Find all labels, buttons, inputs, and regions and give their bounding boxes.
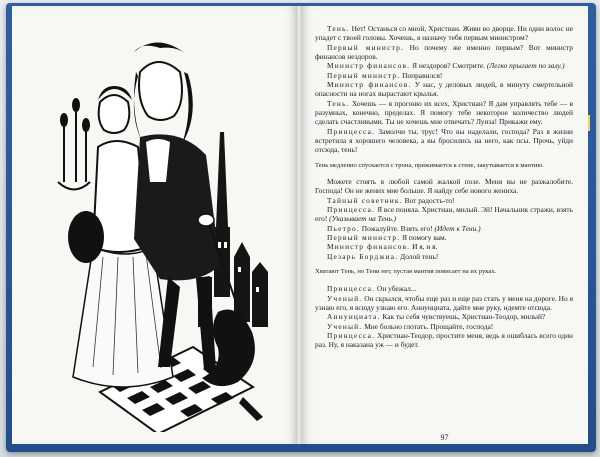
- line-text: Можете стоять в любой самой жалкой позе. Меня вы не разжалобите. Господа! Он не жених мне больше. Я найду себе нового жениха.: [315, 177, 573, 196]
- dialogue-line: [315, 233, 573, 242]
- dialogue-line: [315, 331, 573, 350]
- speaker-name: Тень.: [327, 24, 350, 33]
- speaker-name: Министр финансов.: [327, 242, 411, 252]
- dialogue-line: [315, 322, 573, 331]
- illustration: [28, 42, 296, 432]
- speaker-name: Первый министр.: [327, 233, 401, 243]
- line-text: Вот радость-то!: [402, 195, 455, 205]
- dialogue-line: [315, 224, 573, 233]
- speaker-name: Принцесса.: [327, 284, 376, 294]
- speaker-name: Первый министр.: [327, 42, 405, 52]
- line-text: Тень медленно спускается с трона, прижимается к стене, закутывается в мантию.: [315, 161, 544, 169]
- candelabra: [58, 99, 90, 190]
- dialogue-line: [315, 196, 573, 205]
- dialogue-line: [315, 294, 573, 313]
- line-text: Но почему же именно первым? Вот министр финансов нездоров.: [315, 42, 573, 62]
- line-text: Как ты себя чувствуешь, Христиан-Теодор, милый?: [380, 312, 546, 322]
- inline-stage-direction: (Легко прыгает по залу.): [486, 61, 565, 71]
- page-number: 97: [440, 433, 449, 442]
- speaker-name: Аннунциата.: [327, 312, 381, 322]
- dialogue-line: [315, 24, 573, 43]
- line-text: И я, и я.: [410, 242, 438, 252]
- line-text: Я нездоров? Смотрите.: [410, 61, 487, 71]
- speaker-name: Цезарь Борджиа.: [327, 251, 399, 261]
- speaker-name: Ученый.: [327, 293, 363, 303]
- dialogue-line: [315, 61, 573, 70]
- inline-stage-direction: (Указывает на Тень.): [329, 214, 397, 224]
- speaker-name: Пьетро.: [327, 223, 360, 233]
- line-text: Поправился!: [400, 70, 443, 80]
- speaker-name: Ученый.: [327, 321, 363, 331]
- speaker-name: Тайный советник.: [327, 195, 403, 205]
- line-text: Замолчи ты, трус! Что вы наделали, господа? Раз в жизни встретила я хорошего человека, а вы бросились на него, как псы. Прочь, уйди отсюда, тень!: [315, 126, 573, 155]
- dialogue-line: [315, 80, 573, 99]
- dialogue-line: [315, 127, 573, 155]
- play-text: [315, 24, 573, 350]
- speaker-name: Министр финансов.: [327, 80, 412, 90]
- speaker-name: Принцесса.: [327, 126, 376, 136]
- line-text: Он скрылся, чтобы еще раз и еще раз стать у меня на дороге. Но я узнаю его, я всюду узнаю его. Аннунциата, дайте мне руку, идемте отсюда.: [315, 293, 573, 312]
- dialogue-line: [315, 43, 573, 62]
- speaker-name: Принцесса.: [327, 331, 376, 341]
- speaker-name: Первый министр.: [327, 70, 401, 80]
- dialogue-line: [315, 242, 573, 251]
- left-page: [12, 6, 297, 444]
- line-text: Он убежал...: [375, 284, 417, 294]
- line-text: Нет! Останься со мной, Христиан. Живи во дворце. Ни один волос не упадет с твоей головы. Хочешь, я назначу тебя первым министром?: [315, 24, 573, 43]
- line-text: Христиан-Теодор, простите меня, ведь я ошиблась всего один раз. Ну, я наказана уж — и будет.: [315, 331, 573, 350]
- dialogue-line: [315, 99, 573, 127]
- dialogue-line: [315, 312, 573, 321]
- line-text: Долой тень!: [398, 251, 439, 261]
- line-text: У нас, у деловых людей, в минуту смертельной опасности на ногах вырастают крылья.: [315, 80, 573, 99]
- line-text: Я все поняла. Христиан, милый. Эй! Начальник стражи, взять его!: [315, 205, 573, 224]
- dialogue-line: [315, 284, 573, 293]
- speaker-name: Принцесса.: [327, 205, 376, 215]
- speaker-name: Министр финансов.: [327, 61, 411, 71]
- stage-direction: [315, 162, 573, 170]
- line-text: Хватают Тень, но Тени нет, пустая мантия повисает на их руках.: [315, 268, 497, 276]
- speaker-name: Тень.: [327, 98, 350, 108]
- right-page: [301, 6, 588, 444]
- inline-stage-direction: (Идет к Тени.): [434, 223, 481, 233]
- line-text: Мне больно глотать. Прощайте, господа!: [362, 321, 494, 331]
- dialogue-line: [315, 252, 573, 261]
- dialogue-line: [315, 71, 573, 80]
- line-text: Пожалуйте. Взять его!: [359, 223, 435, 233]
- stage-direction: [315, 268, 573, 276]
- dialogue-line: [315, 205, 573, 224]
- line-text: Я помогу вам.: [400, 233, 447, 243]
- line-text: Хочешь — я прогоню их всех, Христиан? Я дам управлять тебе — в разумных, конечно, пределах. Я помогу тебе некоторое количество людей сделать счастливыми. Ты не хочешь мне отвечать? Луиза! Прикажи ему.: [315, 98, 573, 127]
- dialogue-line: [315, 177, 573, 196]
